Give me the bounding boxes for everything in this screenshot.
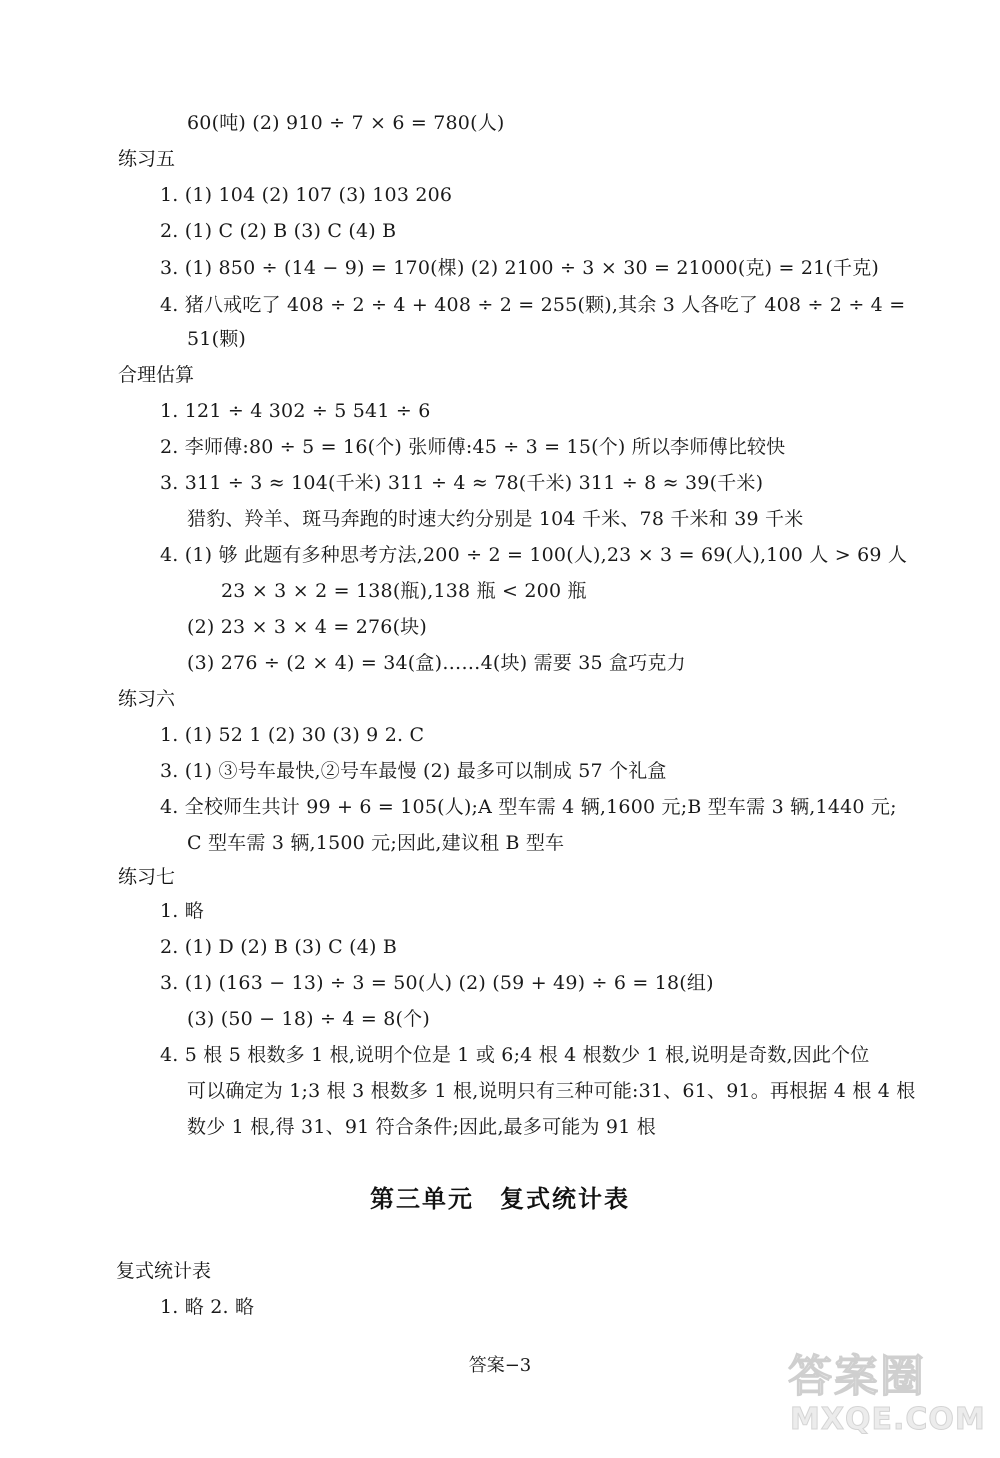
page-number: 答案−3 — [468, 1355, 532, 1376]
answer-line: 猎豹、羚羊、斑马奔跑的时速大约分别是 104 千米、78 千米和 39 千米 — [187, 508, 804, 530]
answer-line: (3) 276 ÷ (2 × 4) = 34(盒)……4(块) 需要 35 盒巧克力 — [187, 652, 686, 674]
section-heading-exercise-5: 练习五 — [118, 148, 176, 170]
answer-line: (2) 23 × 3 × 4 = 276(块) — [187, 616, 427, 638]
answer-line: 60(吨) (2) 910 ÷ 7 × 6 = 780(人) — [187, 112, 505, 134]
answer-line: 1. (1) 52 1 (2) 30 (3) 9 2. C — [160, 724, 425, 746]
answer-line: 数少 1 根,得 31、91 符合条件;因此,最多可能为 91 根 — [187, 1116, 656, 1138]
answer-line: C 型车需 3 辆,1500 元;因此,建议租 B 型车 — [187, 832, 565, 854]
answer-line: 2. (1) D (2) B (3) C (4) B — [160, 936, 397, 958]
answer-line: 23 × 3 × 2 = 138(瓶),138 瓶 < 200 瓶 — [221, 580, 587, 602]
answer-line: 2. (1) C (2) B (3) C (4) B — [160, 220, 397, 242]
answer-line: 4. (1) 够 此题有多种思考方法,200 ÷ 2 = 100(人),23 × 3 = 69(人),100 人 > 69 人 — [160, 544, 908, 566]
answer-line: 3. (1) ③号车最快,②号车最慢 (2) 最多可以制成 57 个礼盒 — [160, 760, 667, 782]
answer-line: 3. 311 ÷ 3 ≈ 104(千米) 311 ÷ 4 ≈ 78(千米) 311 ÷ 8 ≈ 39(千米) — [160, 472, 764, 494]
answer-line: 4. 全校师生共计 99 + 6 = 105(人);A 型车需 4 辆,1600 元;B 型车需 3 辆,1440 元; — [160, 796, 897, 818]
unit-title: 第三单元 复式统计表 — [370, 1185, 630, 1213]
watermark-cn-text: 答案圈 — [788, 1351, 926, 1402]
section-heading-exercise-7: 练习七 — [118, 866, 176, 888]
answer-line: 4. 猪八戒吃了 408 ÷ 2 ÷ 4 + 408 ÷ 2 = 255(颗),其余 3 人各吃了 408 ÷ 2 ÷ 4 = — [160, 294, 906, 316]
answer-line: 2. 李师傅:80 ÷ 5 = 16(个) 张师傅:45 ÷ 3 = 15(个) 所以李师傅比较快 — [160, 436, 786, 458]
answer-line: 1. (1) 104 (2) 107 (3) 103 206 — [160, 184, 453, 206]
answer-line: 可以确定为 1;3 根 3 根数多 1 根,说明只有三种可能:31、61、91。再根据 4 根 4 根 — [187, 1080, 916, 1102]
answer-line: 3. (1) (163 − 13) ÷ 3 = 50(人) (2) (59 + 49) ÷ 6 = 18(组) — [160, 972, 714, 994]
section-heading-estimation: 合理估算 — [118, 364, 195, 386]
answer-line: (3) (50 − 18) ÷ 4 = 8(个) — [187, 1008, 430, 1030]
answer-line: 3. (1) 850 ÷ (14 − 9) = 170(棵) (2) 2100 ÷ 3 × 30 = 21000(克) = 21(千克) — [160, 257, 880, 279]
section-heading-exercise-6: 练习六 — [118, 688, 176, 710]
answer-line: 1. 121 ÷ 4 302 ÷ 5 541 ÷ 6 — [160, 400, 431, 422]
watermark-url-text: MXQE.COM — [790, 1402, 986, 1437]
answer-line: 4. 5 根 5 根数多 1 根,说明个位是 1 或 6;4 根 4 根数少 1 根,说明是奇数,因此个位 — [160, 1044, 870, 1066]
answer-line: 51(颗) — [187, 328, 247, 350]
watermark-logo — [782, 1340, 986, 1450]
section-heading-compound-table: 复式统计表 — [116, 1260, 212, 1282]
answer-line: 1. 略 — [160, 900, 204, 922]
answer-line: 1. 略 2. 略 — [160, 1296, 255, 1318]
